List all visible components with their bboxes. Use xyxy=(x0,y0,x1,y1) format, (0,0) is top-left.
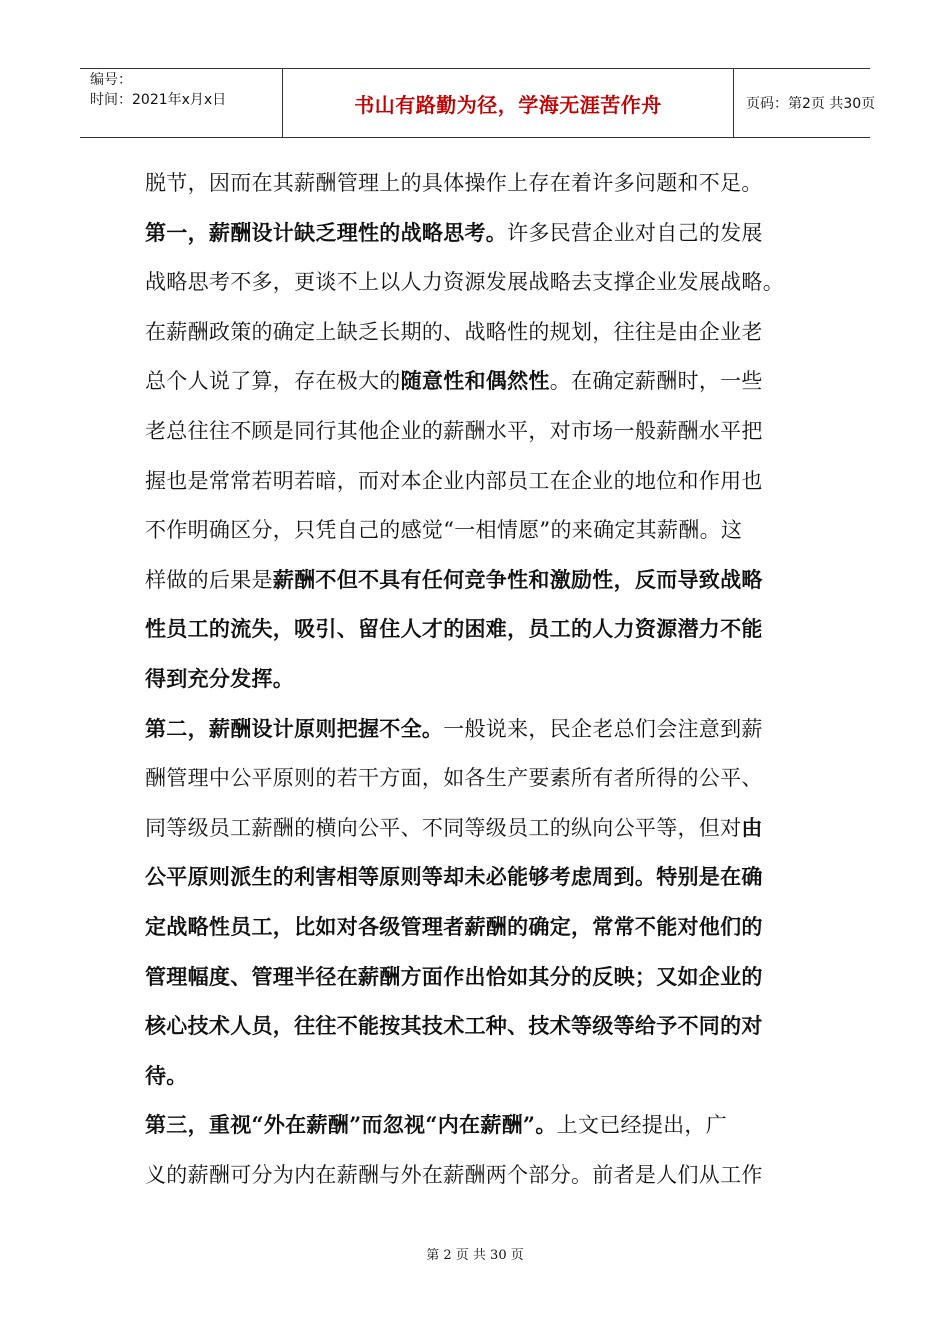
text-segment: 许多民营企业对自己的发展 xyxy=(507,220,763,245)
text-line xyxy=(145,412,763,450)
text-line xyxy=(145,362,763,400)
bold-text-segment: 待。 xyxy=(145,1062,188,1088)
bold-text-segment: 公平原则派生的利害相等原则等却未必能够考虑周到。特别是在确 xyxy=(145,864,763,890)
text-segment: 义的薪酬可分为内在薪酬与外在薪酬两个部分。前者是人们从工作 xyxy=(145,1163,763,1187)
document-date: 时间：2021年x月x日 xyxy=(90,92,227,108)
bold-text-segment: 由 xyxy=(741,814,763,840)
text-segment: 一般说来，民企老总们会注意到薪 xyxy=(443,716,763,741)
text-segment: 脱节，因而在其薪酬管理上的具体操作上存在着许多问题和不足。 xyxy=(145,171,763,195)
text-segment: 在薪酬政策的确定上缺乏长期的、战略性的规划，往往是由企业老 xyxy=(145,319,763,344)
text-line xyxy=(145,462,763,500)
text-line xyxy=(145,610,763,648)
text-segment: 握也是常常若明若暗，而对本企业内部员工在企业的地位和作用也 xyxy=(145,468,763,493)
bold-text-segment: 薪酬不但不具有任何竞争性和激励性，反而导致战略 xyxy=(272,566,763,592)
text-segment: 战略思考不多，更谈不上以人力资源发展战略去支撑企业发展战略。 xyxy=(145,270,784,295)
text-line xyxy=(145,759,763,797)
text-segment: 酬管理中公平原则的若干方面，如各生产要素所有者所得的公平、 xyxy=(145,766,763,791)
header-motto: 书山有路勤为径，学海无涯苦作舟 xyxy=(354,92,662,117)
text-segment: 同等级员工薪酬的横向公平、不同等级员工的纵向公平等，但对 xyxy=(145,815,742,840)
text-line xyxy=(145,313,763,351)
header-table xyxy=(80,68,876,138)
text-segment: 。在确定薪酬时，一些 xyxy=(549,369,763,394)
text-line xyxy=(145,958,763,996)
text-line xyxy=(145,809,763,847)
text-segment: 老总往往不顾是同行其他企业的薪酬水平，对市场一般薪酬水平把 xyxy=(145,419,763,443)
bold-text-segment: 核心技术人员，往往不能按其技术工种、技术等级等给予不同的对 xyxy=(145,1013,763,1039)
text-line xyxy=(145,561,763,599)
bold-text-segment: 定战略性员工，比如对各级管理者薪酬的确定，常常不能对他们的 xyxy=(145,914,763,939)
text-line xyxy=(145,710,763,748)
text-segment: 样做的后果是 xyxy=(145,567,273,592)
text-segment: 上文已经提出，广 xyxy=(556,1113,728,1138)
document-number-label: 编号： xyxy=(90,72,132,88)
header-meta-cell xyxy=(80,69,280,137)
header-page-info: 页码：第2页 共30页 xyxy=(746,96,876,112)
text-line xyxy=(145,1106,727,1144)
text-segment: 总个人说了算，存在极大的 xyxy=(145,369,401,394)
text-line xyxy=(145,908,763,946)
text-line xyxy=(145,164,763,202)
bold-text-segment: 性员工的流失，吸引、留住人才的困难，员工的人力资源潜力不能 xyxy=(145,616,763,642)
text-segment: 不作明确区分，只凭自己的感觉“一相情愿”的来确定其薪酬。这 xyxy=(145,518,743,543)
page-footer: 第 2 页 共 30 页 xyxy=(426,1248,524,1263)
header-motto-cell xyxy=(282,69,734,137)
bold-text-segment: 得到充分发挥。 xyxy=(145,666,295,691)
bold-text-segment: 第二，薪酬设计原则把握不全。 xyxy=(145,715,444,741)
text-line xyxy=(145,214,763,252)
text-line xyxy=(145,263,784,301)
text-line xyxy=(145,1057,188,1095)
bold-text-segment: 管理幅度、管理半径在薪酬方面作出恰如其分的反映；又如企业的 xyxy=(145,963,763,989)
text-line xyxy=(145,858,763,896)
header-page-cell xyxy=(734,69,876,137)
text-line xyxy=(145,660,294,698)
text-line xyxy=(145,1007,763,1045)
bold-text-segment: 第一，薪酬设计缺乏理性的战略思考。 xyxy=(145,219,508,245)
bold-text-segment: 第三，重视“外在薪酬”而忽视“内在薪酬”。 xyxy=(145,1112,557,1138)
text-line xyxy=(145,1156,763,1194)
text-line xyxy=(145,511,742,549)
bold-text-segment: 随意性和偶然性 xyxy=(400,368,550,394)
